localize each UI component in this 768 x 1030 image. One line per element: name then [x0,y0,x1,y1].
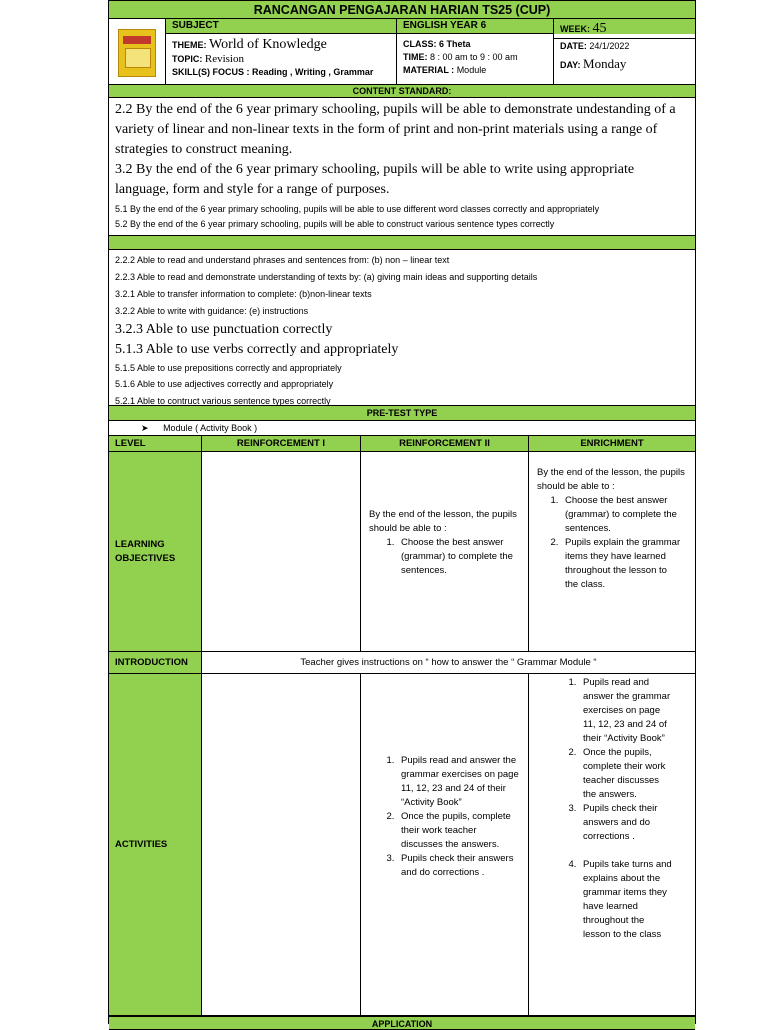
table-header-row [109,436,695,452]
header-block [109,19,695,85]
week-row: WEEK: 45 [560,21,607,36]
objectives-reinforcement-2: By the end of the lesson, the pupils should be able to : 1. Choose the best answer (grammar) to complete the sentences. [360,452,528,651]
column-header-enrichment: ENRICHMENT [528,436,695,451]
activities-enrichment [528,674,695,1015]
learning-standard-item: 5.1.3 Able to use verbs correctly and appropriately [115,342,399,357]
list-item: 1. Choose the best answer (grammar) to complete the sentences. [561,494,681,536]
book-cover-image [109,19,165,84]
learning-standard-item: 3.2.2 Able to write with guidance: (e) instructions [115,306,309,316]
skills-row: SKILL(S) FOCUS : Reading , Writing , Grammar [172,67,374,77]
list-item: 2. Once the pupils, complete their work teacher discusses the answers. [579,746,673,802]
class-row: CLASS: 6 Theta [403,39,471,49]
activities-reinforcement-2 [360,674,528,1015]
content-standard-heading: CONTENT STANDARD: [109,85,695,98]
topic-row: TOPIC: Revision [172,53,244,65]
activities-reinforcement-1 [201,674,360,1015]
content-standard-5-1: 5.1 By the end of the 6 year primary schooling, pupils will be able to use different word classes correctly and appropriately [115,204,600,214]
list-item: 3. Pupils check their answers and do corrections . [397,852,520,880]
lesson-plan-sheet [108,0,696,1029]
learning-standard-item: 5.2.1 Able to contruct various sentence types correctly [115,396,331,406]
content-standard-5-2: 5.2 By the end of the 6 year primary schooling, pupils will be able to construct various sentence types correctly [115,219,555,229]
learning-standard-body [109,250,695,406]
learning-standard-item: 3.2.1 Able to transfer information to complete: (b)non-linear texts [115,289,372,299]
subject-value: ENGLISH YEAR 6 [397,19,553,34]
column-header-level: LEVEL [115,438,146,449]
introduction-text: Teacher gives instructions on “ how to answer the “ Grammar Module “ [201,652,695,673]
learning-standard-item: 2.2.3 Able to read and demonstrate understanding of texts by: (a) giving main ideas and supporting details [115,272,538,282]
pretest-item [109,421,695,436]
table-row-introduction [109,652,695,674]
table-row-activities [109,674,695,1016]
page-title: RANCANGAN PENGAJARAN HARIAN TS25 (CUP) [109,0,695,19]
content-standard-2-2: 2.2 By the end of the 6 year primary schooling, pupils will be able to demonstrate undestanding of a variety of linear and non-linear texts in the form of print and non-print materials using a range of strategies to construct meaning. [115,102,676,157]
subject-label: SUBJECT [166,19,396,34]
learning-standard-heading [109,236,695,250]
learning-standard-item: 5.1.5 Able to use prepositions correctly and appropriately [115,363,342,373]
column-header-reinforcement-1: REINFORCEMENT I [201,436,360,451]
objectives-enrichment: By the end of the lesson, the pupils should be able to : 1. Choose the best answer (grammar) to complete the sentences. 2. Pupils explain the grammar items they have learned throughout the lesson to the class. [528,452,695,651]
learning-standard-item: 2.2.2 Able to read and understand phrases and sentences from: (b) non – linear text [115,255,450,265]
list-item: 2. Pupils explain the grammar items they have learned throughout the lesson to the class. [561,536,681,592]
arrow-bullet-icon: ➤ [141,423,149,433]
pretest-heading: PRE-TEST TYPE [109,406,695,421]
column-header-reinforcement-2: REINFORCEMENT II [360,436,528,451]
material-row: MATERIAL : Module [403,65,487,75]
list-item: 2. Once the pupils, complete their work teacher discusses the answers. [397,810,520,852]
content-standard-body [109,98,695,236]
theme-row: THEME: World of Knowledge [172,37,327,52]
pretest-item-text: Module ( Activity Book ) [163,423,258,433]
application-heading: APPLICATION [109,1016,695,1030]
list-item: 4. Pupils take turns and explains about the grammar items they have learned throughout the lesson to the class [579,858,673,942]
row-header-introduction: INTRODUCTION [109,652,201,673]
list-item: 1. Pupils read and answer the grammar exercises on page 11, 12, 23 and 24 of their “Activity Book” [397,754,520,810]
date-row: DATE: 24/1/2022 [560,41,630,51]
row-header-activities: ACTIVITIES [115,839,168,850]
time-row: TIME: 8 : 00 am to 9 : 00 am [403,52,518,62]
learning-standard-item: 3.2.3 Able to use punctuation correctly [115,322,333,337]
list-item: 3. Pupils check their answers and do corrections . [579,802,673,844]
learning-standard-item: 5.1.6 Able to use adjectives correctly and appropriately [115,379,334,389]
list-item: 1. Choose the best answer (grammar) to complete the sentences. [397,536,522,578]
content-standard-3-2: 3.2 By the end of the 6 year primary schooling, pupils will be able to write using appropriate language, form and style for a range of purposes. [115,162,635,197]
list-item: 1. Pupils read and answer the grammar exercises on page 11, 12, 23 and 24 of their “Activity Book” [579,676,673,746]
objectives-reinforcement-1 [201,452,360,651]
day-row: DAY: Monday [560,56,627,71]
row-header-learning-objectives: LEARNING OBJECTIVES [115,539,176,564]
table-row-learning-objectives [109,452,695,652]
